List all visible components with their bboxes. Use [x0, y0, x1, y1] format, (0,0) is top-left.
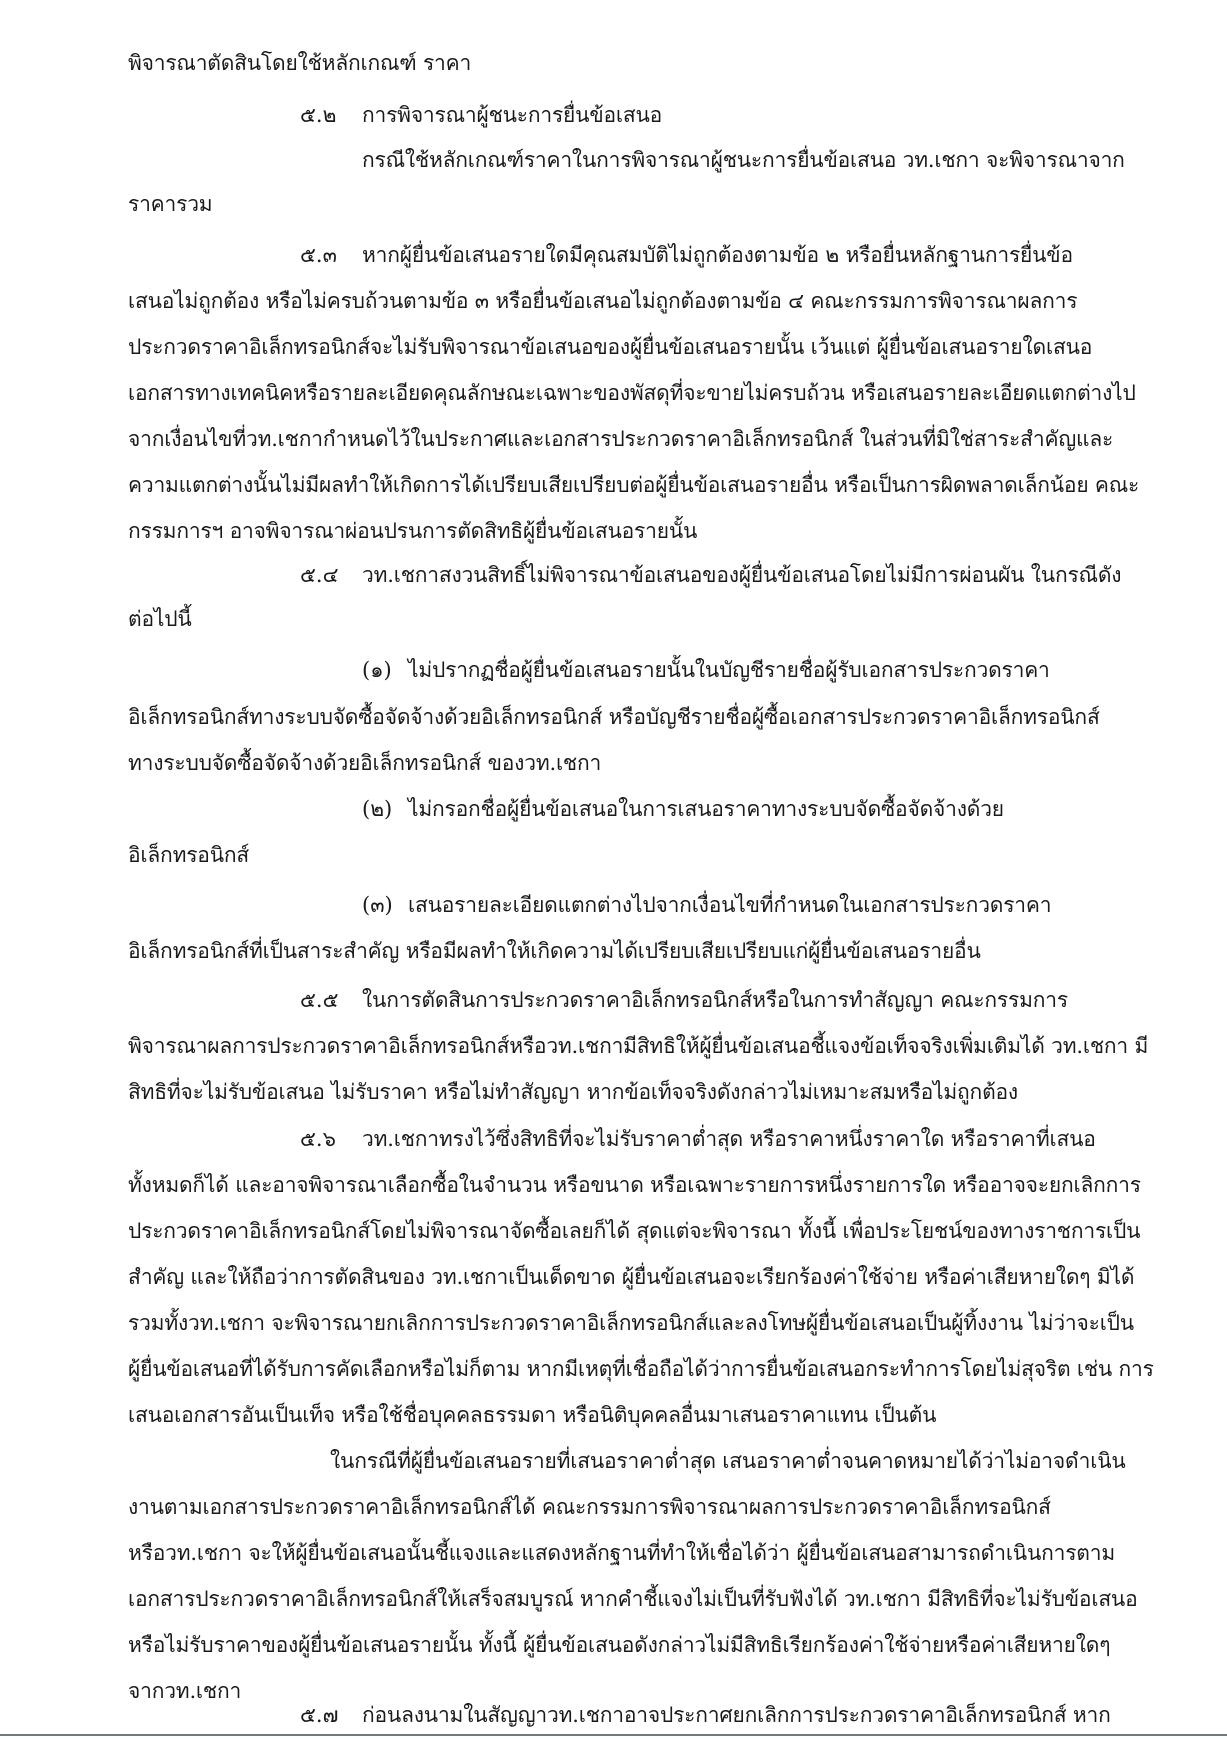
- text-line: เสนอไม่ถูกต้อง หรือไม่ครบถ้วนตามข้อ ๓ หรือยื่นข้อเสนอไม่ถูกต้องตามข้อ ๔ คณะกรรมการพิจารณาผลการ: [128, 289, 1078, 313]
- subclause-number: (๒): [362, 797, 393, 821]
- subclause-number: (๑): [362, 658, 392, 682]
- text-line: ในกรณีที่ผู้ยื่นข้อเสนอรายที่เสนอราคาต่ำสุด เสนอราคาต่ำจนคาดหมายได้ว่าไม่อาจดำเนิน: [330, 1449, 1126, 1473]
- text-line: ต่อไปนี้: [128, 607, 192, 631]
- clause-number: ๕.๗: [300, 1703, 339, 1727]
- text-line: ทั้งหมดก็ได้ และอาจพิจารณาเลือกซื้อในจำนวน หรือขนาด หรือเฉพาะรายการหนึ่งรายการใด หรืออาจจะยกเลิกการ: [128, 1173, 1141, 1197]
- text-line: วท.เชกาสงวนสิทธิ์ไม่พิจารณาข้อเสนอของผู้ยื่นข้อเสนอโดยไม่มีการผ่อนผัน ในกรณีดัง: [362, 563, 1122, 587]
- text-line: พิจารณาผลการประกวดราคาอิเล็กทรอนิกส์หรือวท.เชกามีสิทธิให้ผู้ยื่นข้อเสนอชี้แจงข้อเท็จจริงเพิ่มเติมได้ วท.เชกา มี: [128, 1034, 1149, 1058]
- text-line: ผู้ยื่นข้อเสนอที่ได้รับการคัดเลือกหรือไม่ก็ตาม หากมีเหตุที่เชื่อถือได้ว่าการยื่นข้อเสนอกระทำการโดยไม่สุจริต เช่น การ: [128, 1357, 1154, 1381]
- text-line: อิเล็กทรอนิกส์ที่เป็นสาระสำคัญ หรือมีผลทำให้เกิดความได้เปรียบเสียเปรียบแก่ผู้ยื่นข้อเสนอรายอื่น: [128, 939, 981, 963]
- text-line: หากผู้ยื่นข้อเสนอรายใดมีคุณสมบัติไม่ถูกต้องตามข้อ ๒ หรือยื่นหลักฐานการยื่นข้อ: [362, 243, 1073, 267]
- text-line: วท.เชกาทรงไว้ซึ่งสิทธิที่จะไม่รับราคาต่ำสุด หรือราคาหนึ่งราคาใด หรือราคาที่เสนอ: [362, 1127, 1096, 1151]
- text-line: ความแตกต่างนั้นไม่มีผลทำให้เกิดการได้เปรียบเสียเปรียบต่อผู้ยื่นข้อเสนอรายอื่น หรือเป็นการผิดพลาดเล็กน้อย คณะ: [128, 473, 1140, 497]
- text-line: เสนอเอกสารอันเป็นเท็จ หรือใช้ชื่อบุคคลธรรมดา หรือนิติบุคคลอื่นมาเสนอราคาแทน เป็นต้น: [128, 1403, 937, 1427]
- text-line: ประกวดราคาอิเล็กทรอนิกส์จะไม่รับพิจารณาข้อเสนอของผู้ยื่นข้อเสนอรายนั้น เว้นแต่ ผู้ยื่นข้อเสนอรายใดเสนอ: [128, 335, 1093, 359]
- text-line: รวมทั้งวท.เชกา จะพิจารณายกเลิกการประกวดราคาอิเล็กทรอนิกส์และลงโทษผู้ยื่นข้อเสนอเป็นผู้ทิ้งงาน ไม่ว่าจะเป็น: [128, 1311, 1134, 1335]
- text-line: กรณีใช้หลักเกณฑ์ราคาในการพิจารณาผู้ชนะการยื่นข้อเสนอ วท.เชกา จะพิจารณาจาก: [362, 148, 1125, 172]
- text-line: อิเล็กทรอนิกส์ทางระบบจัดซื้อจัดจ้างด้วยอิเล็กทรอนิกส์ หรือบัญชีรายชื่อผู้ซื้อเอกสารประกวดราคาอิเล็กทรอนิกส์: [128, 705, 1100, 729]
- text-line: ในการตัดสินการประกวดราคาอิเล็กทรอนิกส์หรือในการทำสัญญา คณะกรรมการ: [362, 988, 1068, 1012]
- text-line: จากเงื่อนไขที่วท.เชกากำหนดไว้ในประกาศและเอกสารประกวดราคาอิเล็กทรอนิกส์ ในส่วนที่มิใช่สาระสำคัญและ: [128, 427, 1114, 451]
- clause-number: ๕.๖: [300, 1127, 336, 1151]
- text-line: ก่อนลงนามในสัญญาวท.เชกาอาจประกาศยกเลิกการประกวดราคาอิเล็กทรอนิกส์ หาก: [362, 1703, 1111, 1727]
- text-line: งานตามเอกสารประกวดราคาอิเล็กทรอนิกส์ได้ คณะกรรมการพิจารณาผลการประกวดราคาอิเล็กทรอนิกส์: [128, 1495, 1051, 1519]
- text-line: ไม่ปรากฏชื่อผู้ยื่นข้อเสนอรายนั้นในบัญชีรายชื่อผู้รับเอกสารประกวดราคา: [408, 658, 1050, 682]
- text-line: ราคารวม: [128, 192, 213, 216]
- text-line: อิเล็กทรอนิกส์: [128, 843, 249, 867]
- subclause-number: (๓): [362, 893, 393, 917]
- clause-number: ๕.๔: [300, 563, 339, 587]
- text-line: หรือไม่รับราคาของผู้ยื่นข้อเสนอรายนั้น ทั้งนี้ ผู้ยื่นข้อเสนอดังกล่าวไม่มีสิทธิเรียกร้องค่าใช้จ่ายหรือค่าเสียหายใดๆ: [128, 1633, 1111, 1657]
- text-line: กรรมการฯ อาจพิจารณาผ่อนปรนการตัดสิทธิผู้ยื่นข้อเสนอรายนั้น: [128, 519, 698, 543]
- text-line: เอกสารประกวดราคาอิเล็กทรอนิกส์ให้เสร็จสมบูรณ์ หากคำชี้แจงไม่เป็นที่รับฟังได้ วท.เชกา มีสิทธิที่จะไม่รับข้อเสนอ: [128, 1587, 1138, 1611]
- text-line: ทางระบบจัดซื้อจัดจ้างด้วยอิเล็กทรอนิกส์ ของวท.เชกา: [128, 751, 602, 775]
- clause-number: ๕.๒: [300, 103, 337, 127]
- clause-heading: การพิจารณาผู้ชนะการยื่นข้อเสนอ: [362, 103, 663, 127]
- text-line: ประกวดราคาอิเล็กทรอนิกส์โดยไม่พิจารณาจัดซื้อเลยก็ได้ สุดแต่จะพิจารณา ทั้งนี้ เพื่อประโยชน์ของทางราชการเป็น: [128, 1219, 1141, 1243]
- clause-number: ๕.๓: [300, 243, 337, 267]
- clause-number: ๕.๕: [300, 988, 339, 1012]
- text-line: พิจารณาตัดสินโดยใช้หลักเกณฑ์ ราคา: [128, 51, 472, 75]
- text-line: จากวท.เชกา: [128, 1679, 242, 1703]
- text-line: เสนอรายละเอียดแตกต่างไปจากเงื่อนไขที่กำหนดในเอกสารประกวดราคา: [408, 893, 1052, 917]
- text-line: สำคัญ และให้ถือว่าการตัดสินของ วท.เชกาเป็นเด็ดขาด ผู้ยื่นข้อเสนอจะเรียกร้องค่าใช้จ่าย หรือค่าเสียหายใดๆ มิได้: [128, 1265, 1135, 1289]
- text-line: สิทธิที่จะไม่รับข้อเสนอ ไม่รับราคา หรือไม่ทำสัญญา หากข้อเท็จจริงดังกล่าวไม่เหมาะสมหรือไม่ถูกต้อง: [128, 1080, 1018, 1104]
- text-line: ไม่กรอกชื่อผู้ยื่นข้อเสนอในการเสนอราคาทางระบบจัดซื้อจัดจ้างด้วย: [408, 797, 1004, 821]
- text-line: หรือวท.เชกา จะให้ผู้ยื่นข้อเสนอนั้นชี้แจงและแสดงหลักฐานที่ทำให้เชื่อได้ว่า ผู้ยื่นข้อเสนอสามารถดำเนินการตาม: [128, 1541, 1115, 1565]
- page-bottom-rule: [0, 1734, 1227, 1736]
- text-line: เอกสารทางเทคนิคหรือรายละเอียดคุณลักษณะเฉพาะของพัสดุที่จะขายไม่ครบถ้วน หรือเสนอรายละเอียดแตกต่างไป: [128, 381, 1136, 405]
